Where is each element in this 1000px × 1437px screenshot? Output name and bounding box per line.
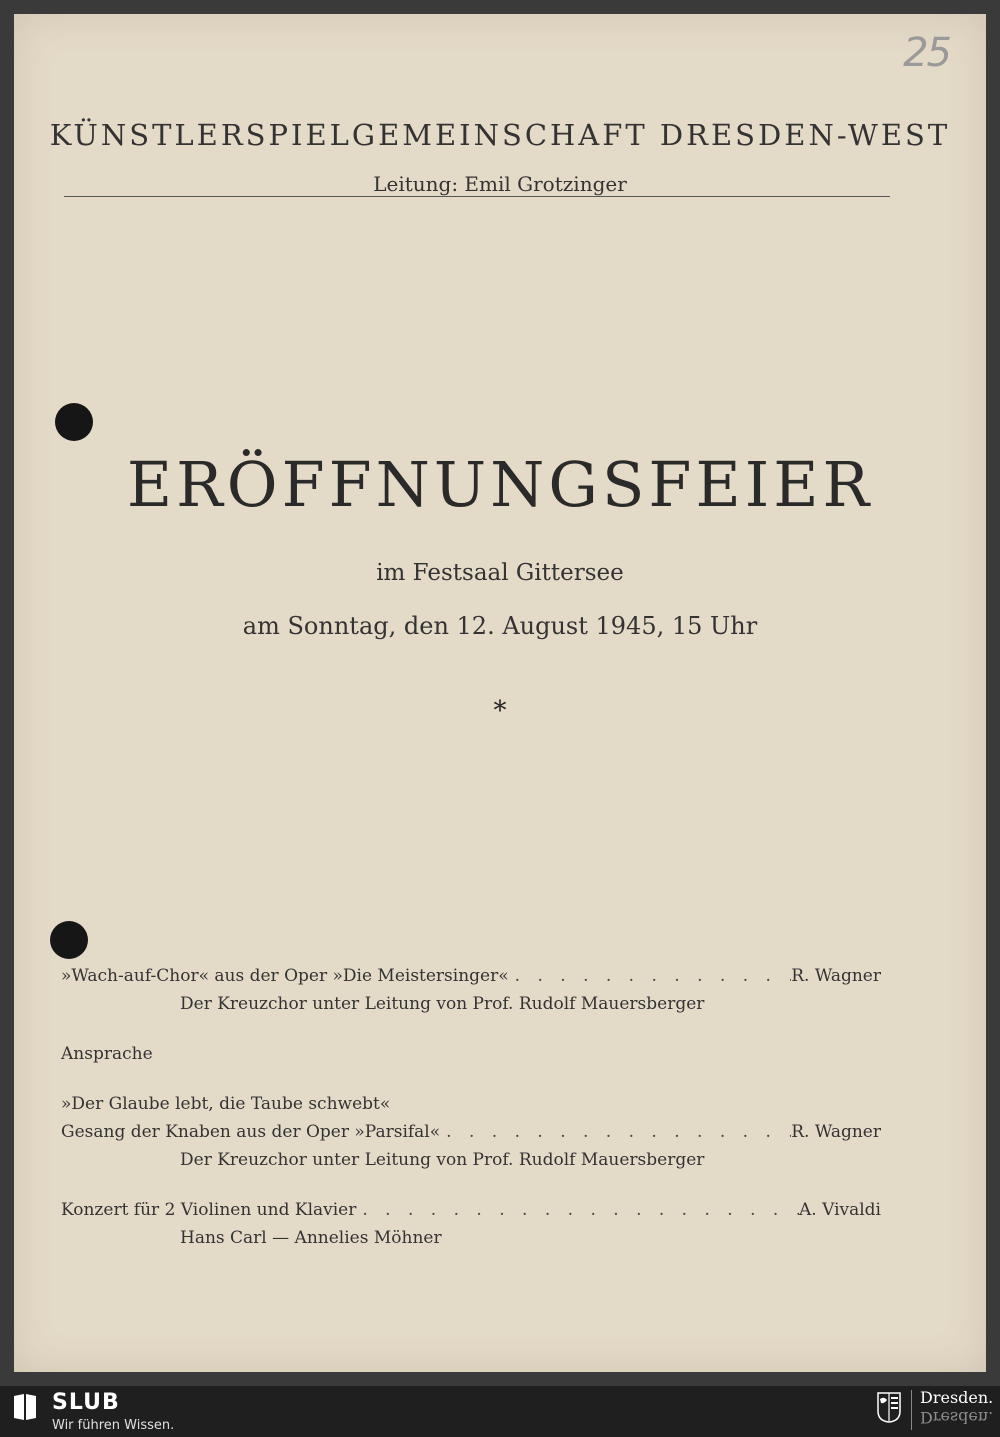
punch-hole-top: [55, 403, 93, 441]
program-work: Konzert für 2 Violinen und Klavier: [61, 1200, 357, 1220]
asterisk-ornament: *: [493, 696, 507, 726]
library-name[interactable]: SLUB: [52, 1390, 120, 1415]
program-work: »Wach-auf-Chor« aus der Oper »Die Meistersinger«: [61, 966, 509, 986]
punch-hole-bottom: [50, 921, 88, 959]
program-item: [61, 1200, 881, 1256]
slub-book-icon[interactable]: [12, 1392, 38, 1422]
dresden-coat-of-arms-icon[interactable]: [876, 1391, 902, 1423]
organisation-title: KÜNSTLERSPIELGEMEINSCHAFT DRESDEN-WEST: [49, 118, 951, 152]
direction-line: Leitung: Emil Grotzinger: [373, 172, 627, 196]
program-work: Gesang der Knaben aus der Oper »Parsifal«: [61, 1122, 441, 1142]
dot-leader: [509, 966, 792, 986]
dot-leader: [440, 1122, 791, 1142]
dot-leader: [356, 1200, 799, 1220]
program-composer: R. Wagner: [791, 966, 881, 986]
event-venue: im Festsaal Gittersee: [376, 560, 624, 586]
program-work: Ansprache: [61, 1044, 153, 1064]
program-performers: Der Kreuzchor unter Leitung von Prof. Rudolf Mauersberger: [180, 1150, 705, 1170]
header-divider: [64, 196, 890, 197]
program-performers: Der Kreuzchor unter Leitung von Prof. Rudolf Mauersberger: [180, 994, 705, 1014]
program-performers: Hans Carl — Annelies Möhner: [180, 1228, 442, 1248]
library-tagline: Wir führen Wissen.: [52, 1418, 175, 1433]
event-title: ERÖFFNUNGSFEIER: [126, 448, 874, 521]
event-date: am Sonntag, den 12. August 1945, 15 Uhr: [242, 612, 758, 640]
program-composer: A. Vivaldi: [799, 1200, 881, 1220]
footer-divider: [911, 1390, 912, 1430]
archive-number: 25: [903, 30, 950, 76]
program-composer: R. Wagner: [791, 1122, 881, 1142]
city-name-reflection: Dresden.: [920, 1408, 994, 1427]
program-item: [61, 966, 881, 1022]
program-work-subtitle: »Der Glaube lebt, die Taube schwebt«: [61, 1094, 391, 1114]
program-item: [61, 1094, 881, 1178]
city-name[interactable]: Dresden.: [920, 1388, 994, 1407]
program-item: [61, 1044, 881, 1072]
